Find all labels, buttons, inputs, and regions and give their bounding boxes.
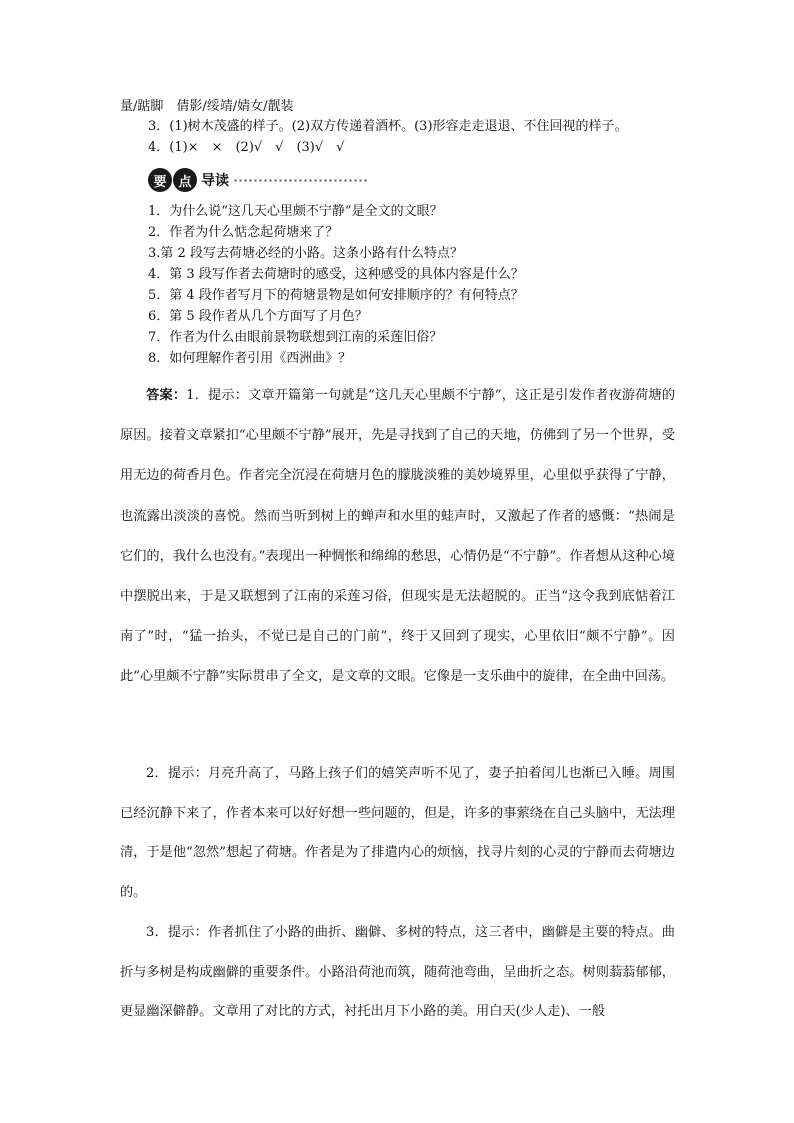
question-8: 8．如何理解作者引用《西洲曲》？	[148, 351, 352, 366]
question-3: 3.第 2 段写去荷塘必经的小路。这条小路有什么特点？	[148, 246, 463, 261]
answer-label: 答案：	[146, 388, 187, 403]
heading-text: 导读	[201, 173, 229, 189]
question-2: 2．作者为什么惦念起荷塘来了？	[148, 225, 339, 240]
question-6: 6．第 5 段作者从几个方面写了月色？	[148, 309, 368, 324]
heading-badge-dian: 点	[173, 168, 197, 192]
answer-line-3: 3．(1)树木茂盛的样子。(2)双方传递着酒杯。(3)形容走走退退、不住回视的样子。	[148, 119, 628, 134]
answer-1-text: 1．提示：文章开篇第一句就是“这几天心里颇不宁静”，这正是引发作者夜游荷塘的原因。接着文章紧扣“心里颇不宁静”展开，先是寻找到了自己的天地，仿佛到了另一个世界，受用无边的荷香月色。作者完全沉浸在荷塘月色的朦胧淡雅的美妙境界里，心里似乎获得了宁静，也流露出淡淡的喜悦。然而当听到树上的蝉声和水里的蛙声时，又激起了作者的感慨：“热闹是它们的，我什么也没有。”表现出一种惆怅和绵绵的愁思，心情仍是“不宁静”。作者想从这种心境中摆脱出来，于是又联想到了江南的采莲习俗，但现实是无法超脱的。正当“这令我到底惦着江南了”时，“猛一抬头，不觉已是自己的门前”，终于又回到了现实，心里依旧“颇不宁静”。因此“心里颇不宁静”实际贯串了全文，是文章的文眼。它像是一支乐曲中的旋律，在全曲中回荡。	[120, 388, 676, 685]
answer-line-vocab: 量/踮脚 倩影/绥靖/婧女/靓装	[120, 99, 294, 114]
answer-paragraph-3	[120, 913, 675, 1031]
question-5: 5．第 4 段作者写月下的荷塘景物是如何安排顺序的？有何特点？	[148, 288, 524, 303]
answer-3-text: 3．提示：作者抓住了小路的曲折、幽僻、多树的特点，这三者中，幽僻是主要的特点。曲折与多树是构成幽僻的重要条件。小路沿荷池而筑，随荷池弯曲，呈曲折之态。树则蓊蓊郁郁，更显幽深僻静。文章用了对比的方式，衬托出月下小路的美。用白天(少人走)、一般	[120, 925, 675, 1019]
answer-2-text: 2．提示：月亮升高了，马路上孩子们的嬉笑声听不见了，妻子拍着闰儿也渐已入睡。周围已经沉静下来了，作者本来可以好好想一些问题的，但是，许多的事萦绕在自己头脑中，无法理清，于是他“忽然”想起了荷塘。作者是为了排遣内心的烦恼，找寻片刻的心灵的宁静而去荷塘边的。	[120, 766, 675, 900]
answer-paragraph-2	[120, 754, 675, 912]
answer-paragraph-1	[120, 376, 675, 698]
question-4: 4．第 3 段写作者去荷塘时的感受，这种感受的具体内容是什么？	[148, 267, 524, 282]
key-points-heading	[148, 166, 369, 194]
answer-line-4: 4．(1)× × (2)√ √ (3)√ √	[148, 140, 345, 155]
question-7: 7．作者为什么由眼前景物联想到江南的采莲旧俗？	[148, 330, 443, 345]
question-1: 1．为什么说“这几天心里颇不宁静”是全文的文眼？	[148, 204, 443, 219]
heading-badge-yao: 要	[148, 168, 172, 192]
dotted-rule	[233, 175, 369, 185]
